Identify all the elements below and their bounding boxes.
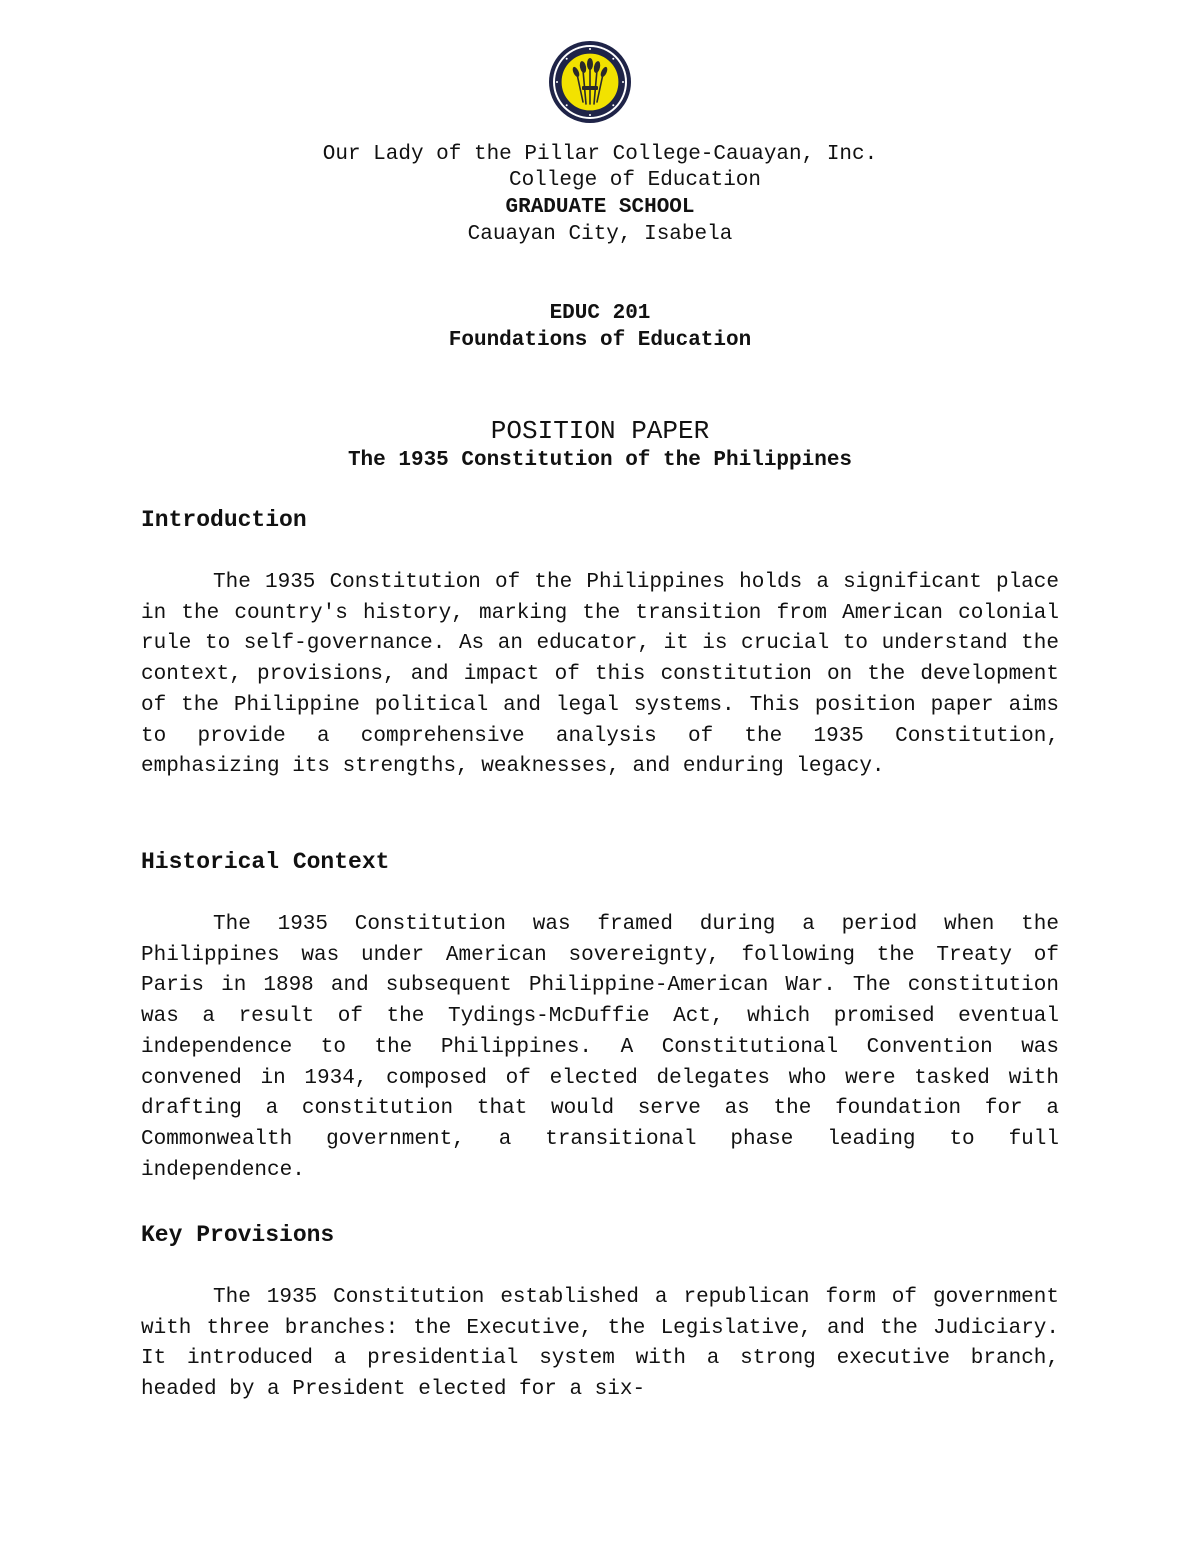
paragraph-key-provisions: The 1935 Constitution established a republican form of government with three branches: the Executive, the Legislative, and the Judiciary. It introduced a presidential system with a strong executive branch, headed by a President elected for a six- <box>141 1286 1059 1402</box>
college-name: College of Education <box>508 169 762 192</box>
school-name: GRADUATE SCHOOL <box>505 196 695 219</box>
paragraph-historical-context: The 1935 Constitution was framed during a period when the Philippines was under American sovereignty, following the Treaty of Paris in 1898 and subsequent Philippine-American War. The constitution was a result of the Tydings-McDuffie Act, which promised eventual independence to the Philippines. A Constitutional Convention was convened in 1934, composed of elected delegates who were tasked with drafting a constitution that would serve as the foundation for a Commonwealth government, a transitional phase leading to full independence. <box>141 913 1059 1182</box>
section-heading-key-provisions: Key Provisions <box>141 1222 335 1248</box>
paper-title: The 1935 Constitution of the Philippines <box>347 449 853 472</box>
college-seal-icon <box>548 40 632 124</box>
institution-name: Our Lady of the Pillar College-Cauayan, Inc. <box>322 143 878 166</box>
course-code: EDUC 201 <box>549 302 651 325</box>
course-name: Foundations of Education <box>448 329 752 352</box>
section-heading-introduction: Introduction <box>141 507 307 533</box>
paper-type: POSITION PAPER <box>490 416 710 446</box>
paragraph-introduction: The 1935 Constitution of the Philippines holds a significant place in the country's history, marking the transition from American colonial rule to self-governance. As an educator, it is crucial to understand the context, provisions, and impact of this constitution on the development of the Philippine political and legal systems. This position paper aims to provide a comprehensive analysis of the 1935 Constitution, emphasizing its strengths, weaknesses, and enduring legacy. <box>141 571 1059 779</box>
location: Cauayan City, Isabela <box>467 223 733 246</box>
section-heading-historical-context: Historical Context <box>141 849 390 875</box>
